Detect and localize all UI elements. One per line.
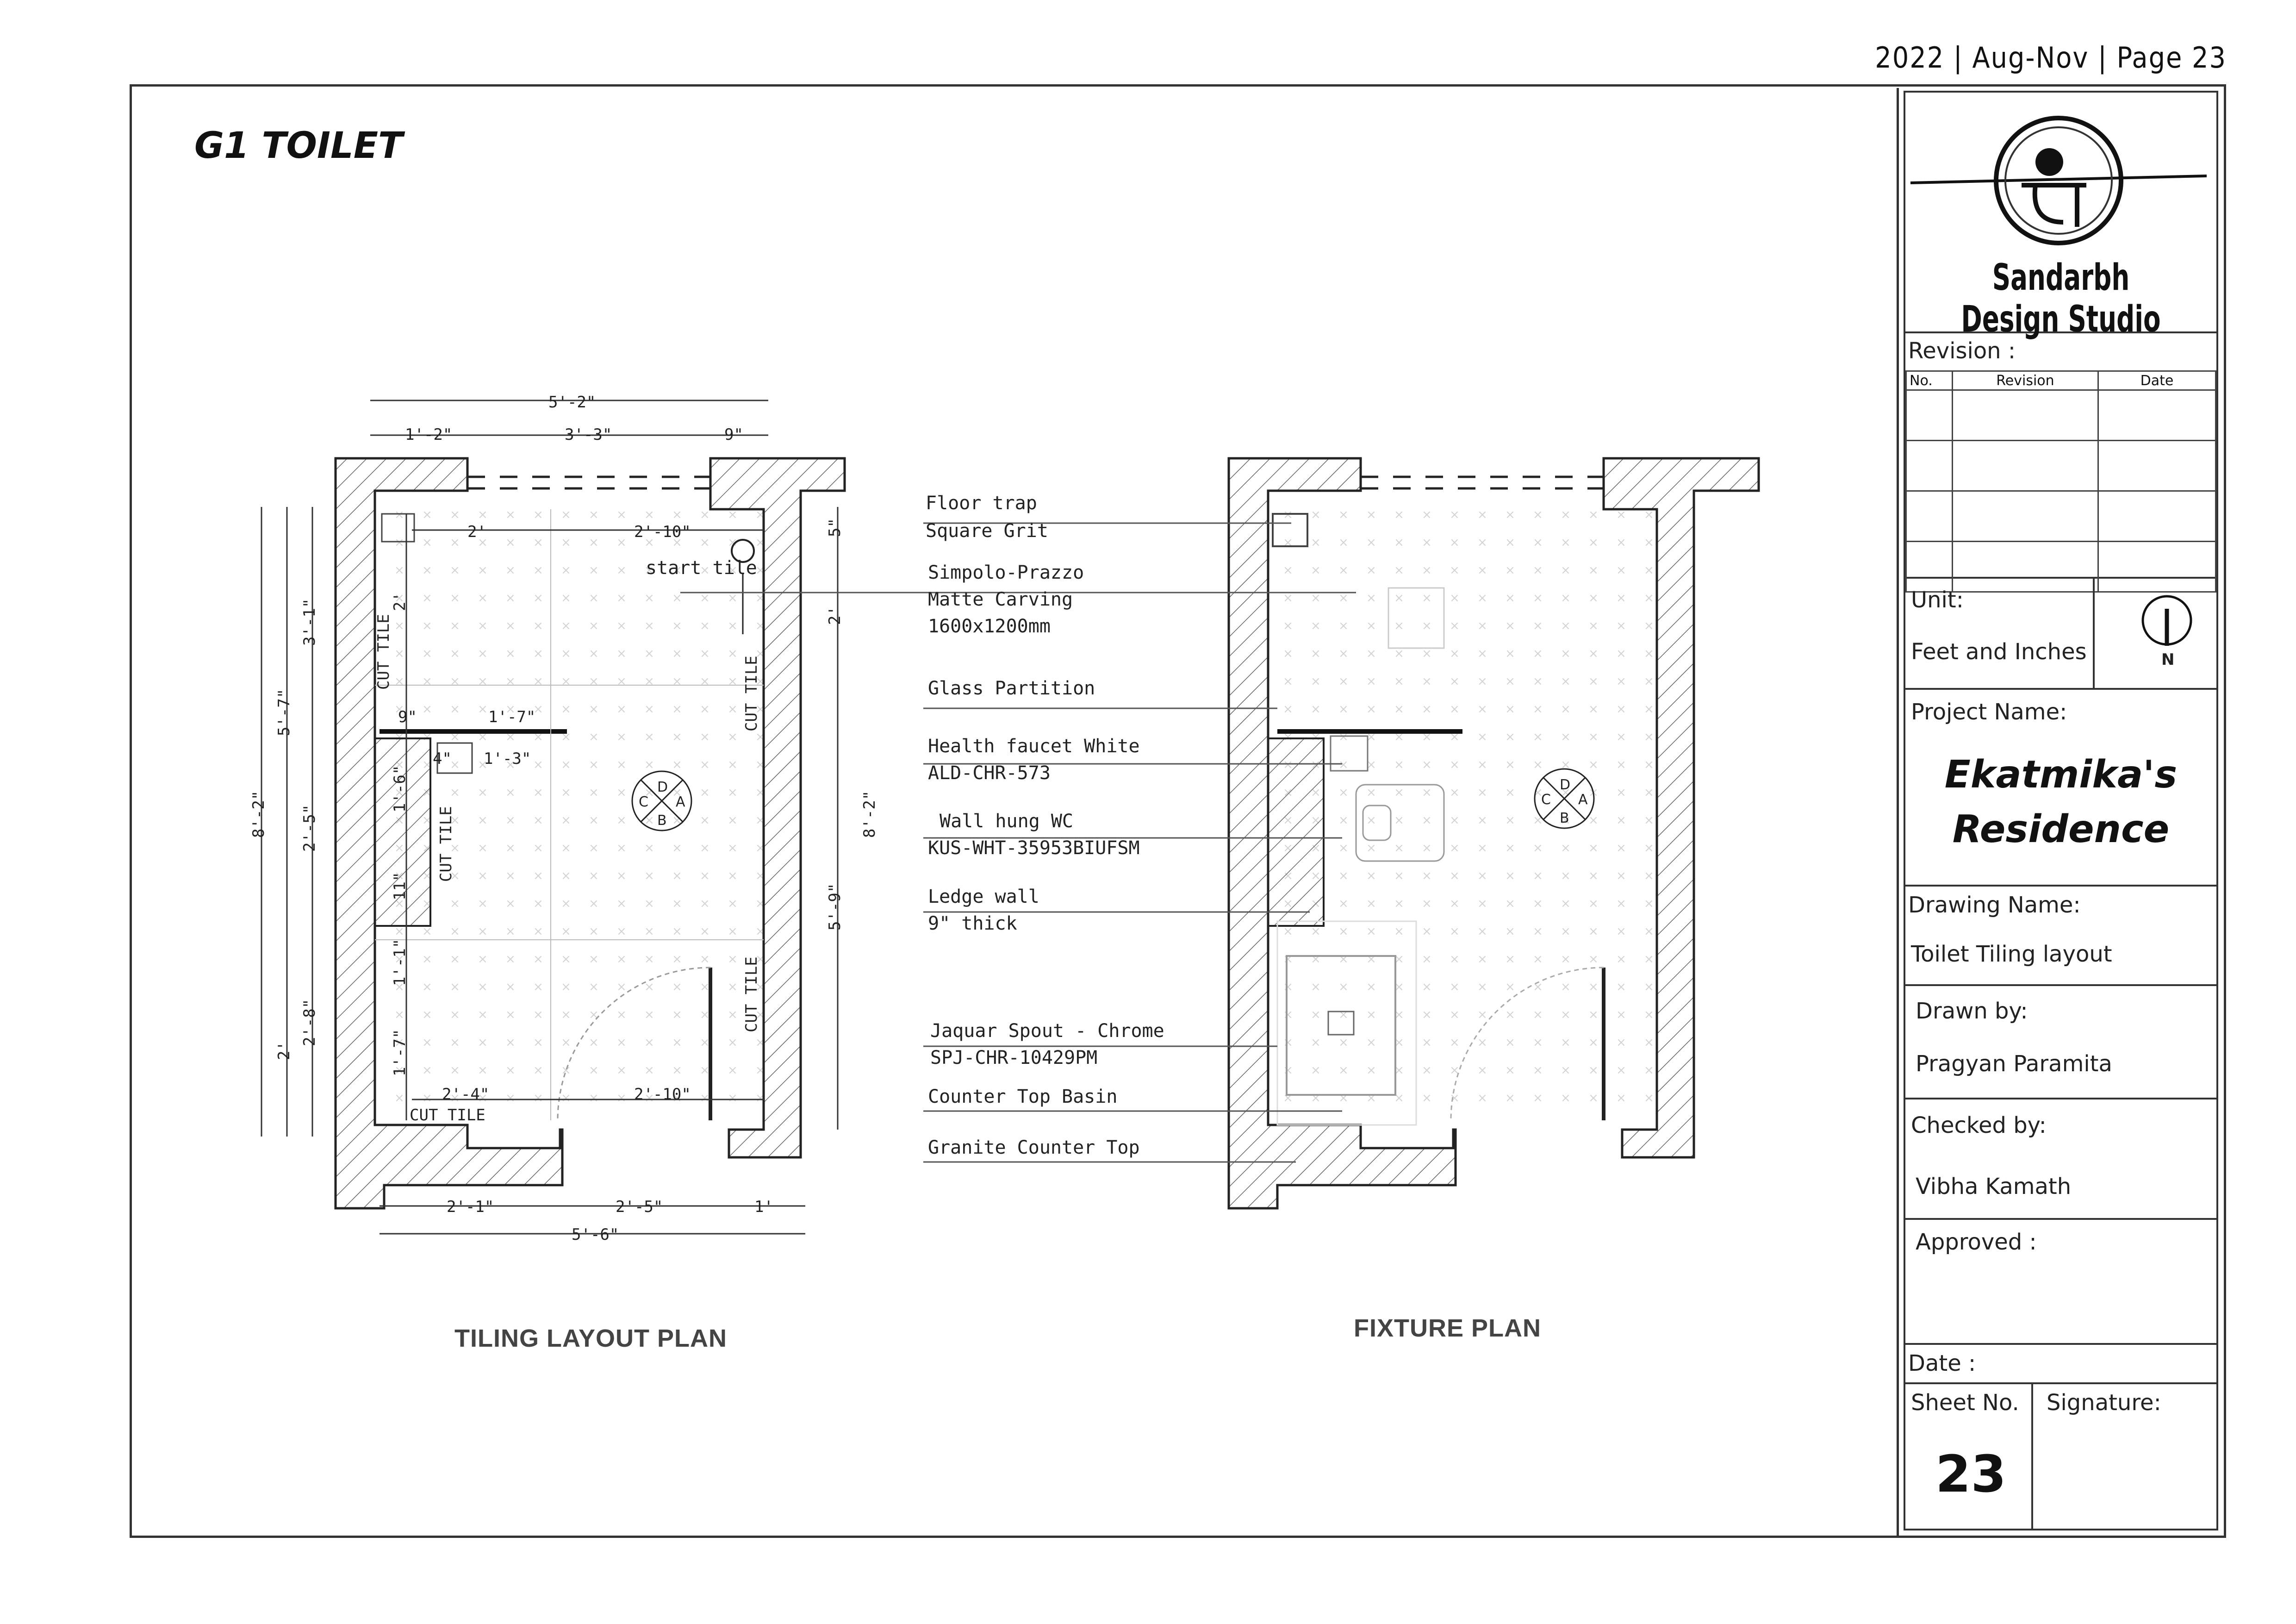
label-spout-2: SPJ-CHR-10429PM: [930, 1047, 1098, 1068]
approved-cell: [1905, 1220, 2216, 1345]
dim-inner-9in: 9": [398, 708, 417, 726]
drawing-name-value: Toilet Tiling layout: [1911, 941, 2112, 967]
drawing-name-label: Drawing Name:: [1908, 892, 2081, 918]
dim-right-8ft2: 8'-2": [860, 790, 879, 838]
title-block-inner: [1904, 91, 2218, 1530]
start-tile-label: start tile: [646, 557, 757, 579]
sheet-divider: [2031, 1384, 2033, 1530]
sheet-number: 23: [1935, 1444, 2007, 1504]
dim-right-5ft9: 5'-9": [826, 883, 844, 931]
drawn-by-cell: [1905, 986, 2216, 1099]
tiling-layout-plan: [261, 400, 845, 1234]
compass-letter-a: A: [676, 794, 685, 810]
studio-name: Sandarbh Design Studio: [1961, 257, 2161, 340]
dim-left-5ft7: 5'-7": [275, 688, 293, 736]
label-tile-3: 1600x1200mm: [928, 616, 1051, 637]
dim-left-8ft2: 8'-2": [249, 790, 268, 838]
dim-top-2: 3'-3": [565, 425, 612, 444]
label-tile-2: Matte Carving: [928, 589, 1073, 610]
dim-bottom-1: 2'-1": [447, 1198, 494, 1216]
checked-by-cell: [1905, 1099, 2216, 1220]
dim-inner-1ft7-v: 1'-7": [391, 1029, 409, 1076]
date-label: Date :: [1908, 1350, 1976, 1376]
dim-top-overall: 5'-2": [548, 393, 596, 412]
label-basin: Counter Top Basin: [928, 1086, 1118, 1107]
label-floor-trap-1: Floor trap: [926, 493, 1037, 514]
project-cell: [1905, 690, 2216, 887]
unit-value: Feet and Inches: [1911, 639, 2087, 665]
compass-letter-c: C: [639, 794, 648, 810]
fixture-plan: [1229, 458, 1759, 1208]
tiling-floor: [375, 509, 764, 1120]
dim-right-2ft: 2': [826, 606, 844, 625]
drawn-by-value: Pragyan Paramita: [1916, 1051, 2112, 1077]
label-health-faucet-2: ALD-CHR-573: [928, 762, 1051, 784]
label-glass-partition: Glass Partition: [928, 678, 1095, 699]
revision-col-revision: Revision: [1953, 371, 2098, 390]
label-floor-trap-2: Square Grit: [926, 520, 1048, 542]
dim-inner-2ft: 2': [467, 523, 486, 541]
project-name-line2: Residence: [1952, 807, 2170, 851]
dim-bottom-overall: 5'-6": [572, 1225, 619, 1244]
drawing-title: G1 TOILET: [194, 125, 403, 167]
dim-inner-2ft4: 2'-4": [442, 1085, 490, 1104]
cut-tile-right-top: CUT TILE: [742, 656, 761, 731]
title-block: [1897, 88, 2226, 1538]
fixture-compass-d: D: [1560, 777, 1571, 793]
revision-col-no: No.: [1906, 371, 1953, 390]
dim-inner-1ft3: 1'-3": [484, 750, 531, 768]
drawing-name-cell: [1905, 887, 2216, 986]
compass-letter-b: B: [657, 812, 667, 829]
label-wc-2: KUS-WHT-35953BIUFSM: [928, 837, 1140, 859]
date-cell: [1905, 1345, 2216, 1384]
compass-letter-d: D: [657, 779, 668, 795]
label-health-faucet-1: Health faucet White: [928, 736, 1140, 757]
dim-inner-2ft10: 2'-10": [634, 523, 691, 541]
label-ledge-1: Ledge wall: [928, 886, 1039, 907]
fixture-ledge: [1268, 738, 1324, 926]
checked-by-value: Vibha Kamath: [1916, 1174, 2072, 1199]
dim-inner-11in-v: 11": [391, 872, 409, 900]
sheet-cell: [1905, 1384, 2216, 1530]
fixture-floor: [1273, 509, 1671, 1120]
checked-by-label: Checked by:: [1911, 1112, 2047, 1138]
fixture-compass-a: A: [1578, 792, 1588, 808]
revision-row: [1906, 441, 2216, 491]
fixture-window: [1361, 477, 1604, 488]
tiling-window: [467, 477, 710, 488]
dim-left-2ft5: 2'-5": [300, 804, 319, 852]
cut-tile-bottom: CUT TILE: [410, 1106, 485, 1124]
project-name-line1: Ekatmika's: [1944, 753, 2178, 797]
label-granite: Granite Counter Top: [928, 1137, 1140, 1158]
cut-tile-left: CUT TILE: [374, 614, 393, 690]
project-label: Project Name:: [1911, 699, 2067, 725]
fixture-compass-b: B: [1560, 810, 1569, 826]
label-tile-1: Simpolo-Prazzo: [928, 562, 1084, 583]
revision-row: [1906, 491, 2216, 542]
dim-top-3: 9": [724, 425, 743, 444]
fixture-plan-caption: FIXTURE PLAN: [1354, 1314, 1542, 1342]
revision-col-date: Date: [2098, 371, 2216, 390]
page-header: 2022 | Aug-Nov | Page 23: [1875, 41, 2227, 75]
dim-left-3ft1: 3'-1": [300, 598, 319, 646]
dim-inner-1ft6-v: 1'-6": [391, 765, 409, 812]
dim-inner-2ft10b: 2'-10": [634, 1085, 691, 1104]
label-wc-1: Wall hung WC: [940, 811, 1073, 832]
drawn-by-label: Drawn by:: [1916, 998, 2028, 1024]
label-ledge-2: 9" thick: [928, 913, 1017, 934]
cut-tile-right-bottom: CUT TILE: [742, 956, 761, 1032]
north-label: N: [2161, 650, 2175, 669]
tiling-plan-caption: TILING LAYOUT PLAN: [454, 1324, 728, 1352]
label-spout-1: Jaquar Spout - Chrome: [930, 1020, 1164, 1042]
revision-table: [1905, 370, 2216, 593]
dim-inner-1ft7: 1'-7": [488, 708, 536, 726]
fixture-compass-c: C: [1541, 792, 1551, 808]
unit-divider: [2093, 579, 2095, 688]
revision-row: [1906, 390, 2216, 441]
dim-right-5in: 5": [826, 518, 844, 537]
dim-bottom-3: 1': [754, 1198, 773, 1216]
dim-inner-2ft-v: 2': [391, 592, 409, 611]
revision-cell: [1905, 333, 2216, 579]
unit-cell: [1905, 579, 2216, 690]
dim-top-1: 1'-2": [405, 425, 453, 444]
studio-cell: [1905, 93, 2216, 340]
dim-left-2ft: 2': [275, 1041, 293, 1060]
sheet-label: Sheet No.: [1911, 1390, 2019, 1416]
dim-inner-4in: 4": [433, 750, 452, 768]
dim-bottom-2: 2'-5": [616, 1198, 663, 1216]
cut-tile-ledge: CUT TILE: [437, 806, 455, 882]
dim-left-2ft8: 2'-8": [300, 999, 319, 1046]
signature-label: Signature:: [2047, 1390, 2161, 1416]
unit-label: Unit:: [1911, 587, 1964, 613]
approved-label: Approved :: [1916, 1229, 2037, 1255]
dim-inner-1ft1-v: 1'-1": [391, 938, 409, 986]
revision-label: Revision :: [1908, 338, 2016, 364]
